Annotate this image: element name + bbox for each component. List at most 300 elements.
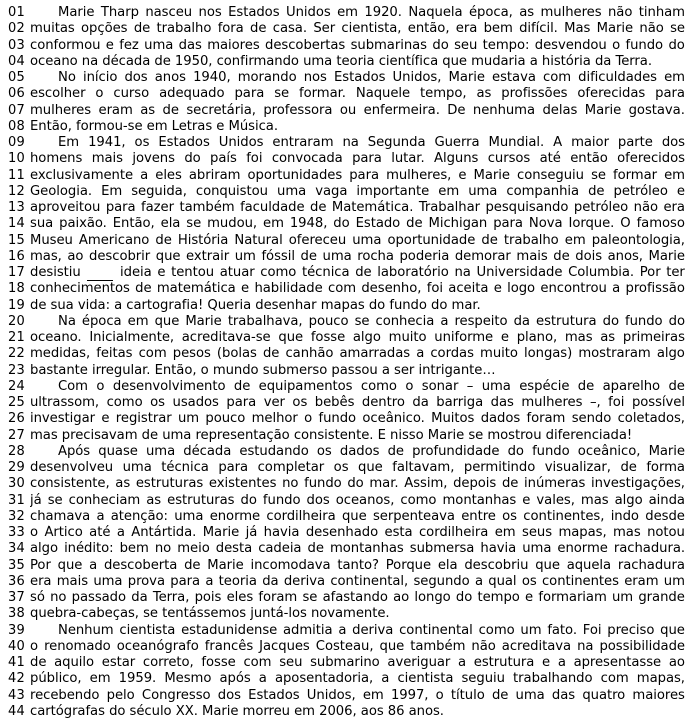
word: descobrir [89, 248, 151, 264]
word: convocada [271, 151, 343, 167]
text-line [0, 168, 693, 184]
word: uma [322, 248, 352, 264]
word: Marie [648, 443, 685, 459]
line-number: 01 [8, 5, 25, 20]
word: mostraram [578, 346, 651, 362]
word: de [387, 443, 404, 459]
word: Estado [355, 216, 401, 232]
word: o [304, 411, 313, 427]
word: bem [483, 21, 513, 37]
word: anos, [607, 248, 643, 264]
word: fato. [547, 622, 577, 638]
word: foi [246, 151, 263, 167]
text-line [0, 86, 693, 102]
text-line [0, 200, 693, 216]
word: dois [575, 248, 603, 264]
word: ver [263, 395, 285, 410]
fill-in-blank[interactable] [87, 265, 113, 281]
word: (bolas [216, 346, 257, 362]
word: secretária, [186, 102, 256, 118]
word: um [663, 573, 685, 589]
word: Estados [248, 687, 300, 703]
word: enorme [557, 541, 608, 557]
word: correto, [142, 655, 194, 670]
word: medidas, [30, 346, 91, 362]
text-line [0, 688, 693, 704]
word: oportunidade [387, 232, 476, 248]
word: mulheres [521, 395, 583, 410]
word: Em [101, 183, 123, 199]
word: 1941, [88, 135, 126, 150]
word: aposentadoria, [274, 671, 374, 687]
word: as [115, 476, 131, 492]
word: Matemática. [331, 200, 414, 215]
word: do [184, 151, 201, 167]
word: ofereceu [288, 232, 347, 248]
word: vales, [536, 492, 575, 508]
word: mais [91, 151, 123, 167]
word: apresentasse [573, 655, 662, 670]
word: Unidos [285, 5, 331, 20]
word: Marie [448, 70, 485, 85]
word: preciso [607, 622, 655, 638]
word: cursos [487, 151, 531, 167]
word: mas, [30, 248, 62, 264]
word: muitas [30, 21, 75, 37]
word: nos [198, 5, 222, 20]
word: 1940, [193, 70, 231, 85]
word: no [282, 476, 299, 492]
word: aquilo [54, 655, 95, 670]
text-line [0, 70, 693, 86]
line-number: 24 [8, 378, 25, 394]
word: ainda [648, 492, 685, 508]
line-text [30, 249, 693, 265]
word: importante [356, 183, 430, 199]
word: as [519, 5, 535, 20]
word: uma [122, 460, 152, 475]
word: dados [480, 411, 521, 427]
word: teoria [218, 573, 257, 589]
word: fundo [262, 492, 301, 508]
word: No [58, 70, 76, 85]
word: cadeia [258, 541, 302, 557]
word: continental [399, 622, 473, 638]
word: de [262, 346, 280, 362]
text-line [0, 574, 693, 590]
line-text: oceano na década de 1950, confirmando uma teoria científica que mudaria a história da Terra. [30, 53, 652, 69]
word: primeiras [622, 330, 685, 345]
word: Assim, [404, 476, 448, 492]
line-text [30, 411, 693, 427]
word: e [105, 37, 114, 53]
line-text [30, 265, 693, 281]
word: mas [580, 492, 609, 508]
word: em [362, 687, 384, 703]
line-number: 07 [8, 102, 25, 118]
word: vaga [315, 183, 348, 199]
word: para [105, 200, 136, 215]
word: oferecidas [577, 86, 646, 102]
word: no [154, 541, 172, 557]
word: de [620, 460, 637, 475]
word: também [410, 638, 466, 654]
word: Costeau, [315, 638, 374, 654]
line-text [30, 671, 693, 687]
word: só [30, 590, 45, 605]
word: de [553, 248, 570, 264]
word: desta [215, 541, 253, 557]
word: com [543, 70, 572, 85]
word: seu [454, 37, 478, 53]
word: a [458, 655, 467, 670]
word: que [155, 248, 181, 264]
word: os [502, 508, 517, 524]
word: homens [30, 151, 83, 167]
word: longas) [524, 346, 573, 362]
word: um [612, 590, 634, 605]
word: renomado [44, 638, 111, 654]
word: serpenteava [372, 508, 455, 524]
word: jovens [132, 151, 175, 167]
word: foram [526, 411, 566, 427]
word: se [186, 216, 202, 232]
word: técnica [161, 460, 209, 475]
word: do [347, 476, 364, 492]
word: as [600, 330, 616, 345]
word: trabalhando [513, 671, 593, 687]
word: chamava [30, 508, 91, 524]
word: então, [407, 21, 450, 37]
word: da [131, 590, 148, 605]
word: conquistou [195, 183, 268, 199]
word: até [89, 525, 111, 540]
word: barriga [436, 395, 484, 410]
word: seu [279, 655, 303, 670]
word: adequado [159, 86, 225, 102]
word: já [245, 525, 258, 540]
word: de [30, 655, 47, 670]
word: conhecimentos [30, 281, 130, 297]
word: então [570, 151, 608, 167]
word: a [205, 573, 214, 589]
text-line [0, 314, 693, 330]
word: descoberta [103, 557, 178, 573]
line-number: 22 [8, 346, 25, 362]
word: submarino [310, 655, 380, 670]
word: cordas [430, 346, 474, 362]
word: muito [480, 346, 518, 362]
word: fosse [201, 655, 236, 670]
word: como [478, 622, 515, 638]
line-text: de sua vida: a cartografia! Queria desenhar mapas do fundo do mar. [30, 297, 481, 313]
word: Nenhum [58, 622, 114, 638]
text-line [0, 265, 693, 281]
word: mulheres [540, 5, 602, 20]
word: e [500, 330, 509, 345]
word: das [490, 395, 514, 410]
text-line [0, 704, 693, 720]
word: plano, [516, 330, 558, 345]
line-number: 10 [8, 151, 25, 167]
word: grande [638, 590, 685, 605]
word: estruturas [167, 492, 235, 508]
word: os [333, 460, 349, 475]
line-text [30, 476, 693, 492]
word: oceano. [30, 330, 82, 345]
word: estudando [239, 443, 309, 459]
word: conhecia [375, 313, 435, 329]
word: eram [98, 102, 133, 118]
word: atuar [219, 265, 255, 280]
text-line [0, 671, 693, 687]
word: profundidade [412, 443, 500, 459]
word: oportunidades [247, 167, 343, 183]
text-line [0, 330, 693, 346]
text-line [0, 103, 693, 119]
word: feitas [96, 346, 133, 362]
line-text: Então, formou-se em Letras e Música. [30, 118, 278, 134]
word: do [240, 492, 257, 508]
text-line [0, 233, 693, 249]
word: do [432, 37, 449, 53]
word: das [178, 37, 202, 53]
word: gostava. [628, 102, 685, 118]
line-number: 25 [8, 395, 25, 410]
word: Iorque. [568, 216, 615, 232]
word: que [358, 460, 383, 475]
word: acreditava [501, 638, 572, 654]
word: de [133, 21, 151, 37]
text-line [0, 54, 693, 70]
word: de [577, 378, 595, 394]
text-line [0, 135, 693, 151]
word: na [577, 638, 594, 654]
word: prova [127, 573, 165, 589]
line-number: 28 [8, 443, 25, 459]
word: equipamentos [258, 378, 353, 394]
word: sendo [571, 411, 612, 427]
line-text [30, 200, 693, 216]
word: uma [515, 687, 545, 703]
line-number: 21 [8, 330, 25, 345]
word: Ártico [44, 525, 83, 540]
text-line [0, 5, 693, 21]
word: Ser [313, 21, 336, 37]
word: havia [263, 525, 300, 540]
line-number: 38 [8, 606, 25, 622]
word: amarradas [339, 346, 411, 362]
line-text [30, 314, 693, 330]
line-number: 30 [8, 476, 25, 492]
word: estrutura [536, 313, 597, 329]
word: se [274, 86, 290, 102]
line-text [30, 590, 693, 606]
word: se [47, 492, 63, 508]
word: e [458, 167, 467, 183]
word: do [455, 590, 473, 605]
word: mas [613, 525, 641, 540]
word: Jacques [259, 638, 310, 654]
word: não [639, 21, 664, 37]
word: Guerra [434, 135, 480, 150]
word: do [602, 313, 619, 329]
word: difícil. [519, 21, 558, 37]
word: depois [453, 476, 497, 492]
word: também [179, 200, 235, 215]
word: de [307, 541, 324, 557]
word: eram [624, 573, 659, 589]
word: entre [461, 508, 496, 524]
line-number: 42 [8, 671, 25, 687]
word: com [138, 346, 167, 362]
line-text [30, 558, 693, 574]
word: em [664, 70, 685, 85]
line-text: cartógrafas do século XX. Marie morreu em 2006, aos 86 anos. [30, 703, 444, 719]
word: Estados [228, 5, 280, 20]
text-line [0, 249, 693, 265]
word: e [241, 281, 250, 297]
word: maiores [632, 687, 685, 703]
word: não [633, 200, 659, 215]
word: um [177, 411, 200, 427]
word: foi [608, 395, 625, 410]
word: oceânico. [362, 411, 425, 427]
word: da [513, 313, 530, 329]
word: cordilheira [266, 508, 336, 524]
line-text [30, 135, 693, 151]
word: seguida, [131, 183, 187, 199]
word: o [96, 378, 105, 394]
line-number: 43 [8, 687, 25, 703]
word: Michigan [428, 216, 488, 232]
word: para [218, 460, 249, 475]
text-line [0, 525, 693, 541]
line-text [30, 460, 693, 476]
word: abriram [188, 167, 241, 183]
word: e [493, 281, 502, 297]
word: continentes, [523, 508, 605, 524]
line-text: quebra-cabeças, se tentássemos juntá-los novamente. [30, 606, 390, 622]
word: pois [194, 590, 222, 605]
word: matemática [156, 281, 236, 297]
word: deriva [283, 573, 326, 589]
line-text [30, 509, 693, 525]
word: nos [303, 70, 327, 85]
word: cientista [397, 671, 454, 687]
word: longo [414, 590, 451, 605]
word: faltavam, [392, 460, 455, 475]
word: o [405, 378, 414, 394]
word: fez [119, 37, 139, 53]
word: Natural [234, 232, 283, 248]
word: Marie [648, 248, 685, 264]
word: laboratório [377, 265, 449, 280]
text-line [0, 379, 693, 395]
word: enorme [209, 508, 261, 524]
word: país [210, 151, 237, 167]
word: os [521, 573, 537, 589]
word: uma [93, 573, 123, 589]
word: faculdade [240, 200, 305, 215]
word: A [553, 135, 563, 150]
word: dentro [361, 395, 405, 410]
word: no [50, 590, 67, 605]
word: continental, [330, 573, 409, 589]
word: coletados, [617, 411, 685, 427]
word: e [522, 492, 531, 508]
word: De [447, 102, 466, 118]
word: na [454, 265, 471, 280]
word: logo [507, 281, 536, 297]
line-text [30, 86, 693, 102]
word: os [134, 135, 150, 150]
word: estar [101, 655, 136, 670]
word: aquela [566, 557, 612, 573]
word: usados [172, 395, 219, 410]
word: estadunidense [181, 622, 278, 638]
word: companhia [506, 183, 580, 199]
word: ideia [120, 265, 152, 280]
word: Museu [30, 232, 73, 248]
line-number: 44 [8, 703, 25, 719]
word: como [260, 265, 297, 280]
line-number: 27 [8, 427, 25, 443]
word: Nova [528, 216, 563, 232]
word: possível [631, 395, 685, 410]
word: desistiu [30, 265, 81, 280]
word: de [355, 265, 372, 280]
word: na [342, 135, 359, 150]
word: 1959. [118, 671, 157, 687]
word: e [525, 590, 534, 605]
word: para [493, 216, 523, 232]
word: as [476, 86, 492, 102]
word: Alguns [433, 151, 479, 167]
word: Muitos [431, 411, 475, 427]
word: formar [613, 167, 657, 183]
word: após [219, 671, 251, 687]
word: permitindo [463, 460, 536, 475]
line-number: 34 [8, 541, 25, 557]
line-text [30, 5, 693, 21]
word: ou [339, 102, 357, 118]
word: Por [30, 557, 51, 573]
word: a [258, 671, 267, 687]
word: 1948, [289, 216, 328, 232]
word: Mundial. [488, 135, 545, 150]
line-number: 31 [8, 492, 25, 508]
word: Mesmo [164, 671, 212, 687]
word: de [155, 232, 172, 248]
word: dos [661, 135, 685, 150]
text-line [0, 346, 693, 362]
word: até [539, 151, 561, 167]
word: época [81, 313, 122, 329]
word: década [183, 443, 232, 459]
word: Então, [112, 216, 155, 232]
word: a [416, 346, 425, 362]
word: Marie [584, 102, 622, 118]
word: Geologia. [30, 183, 92, 199]
word: da [262, 573, 279, 589]
line-text [30, 184, 693, 200]
word: Com [58, 378, 88, 394]
word: pouco [205, 411, 246, 427]
word: se [670, 21, 685, 37]
word: ela [437, 557, 458, 573]
word: Marie [207, 557, 244, 573]
